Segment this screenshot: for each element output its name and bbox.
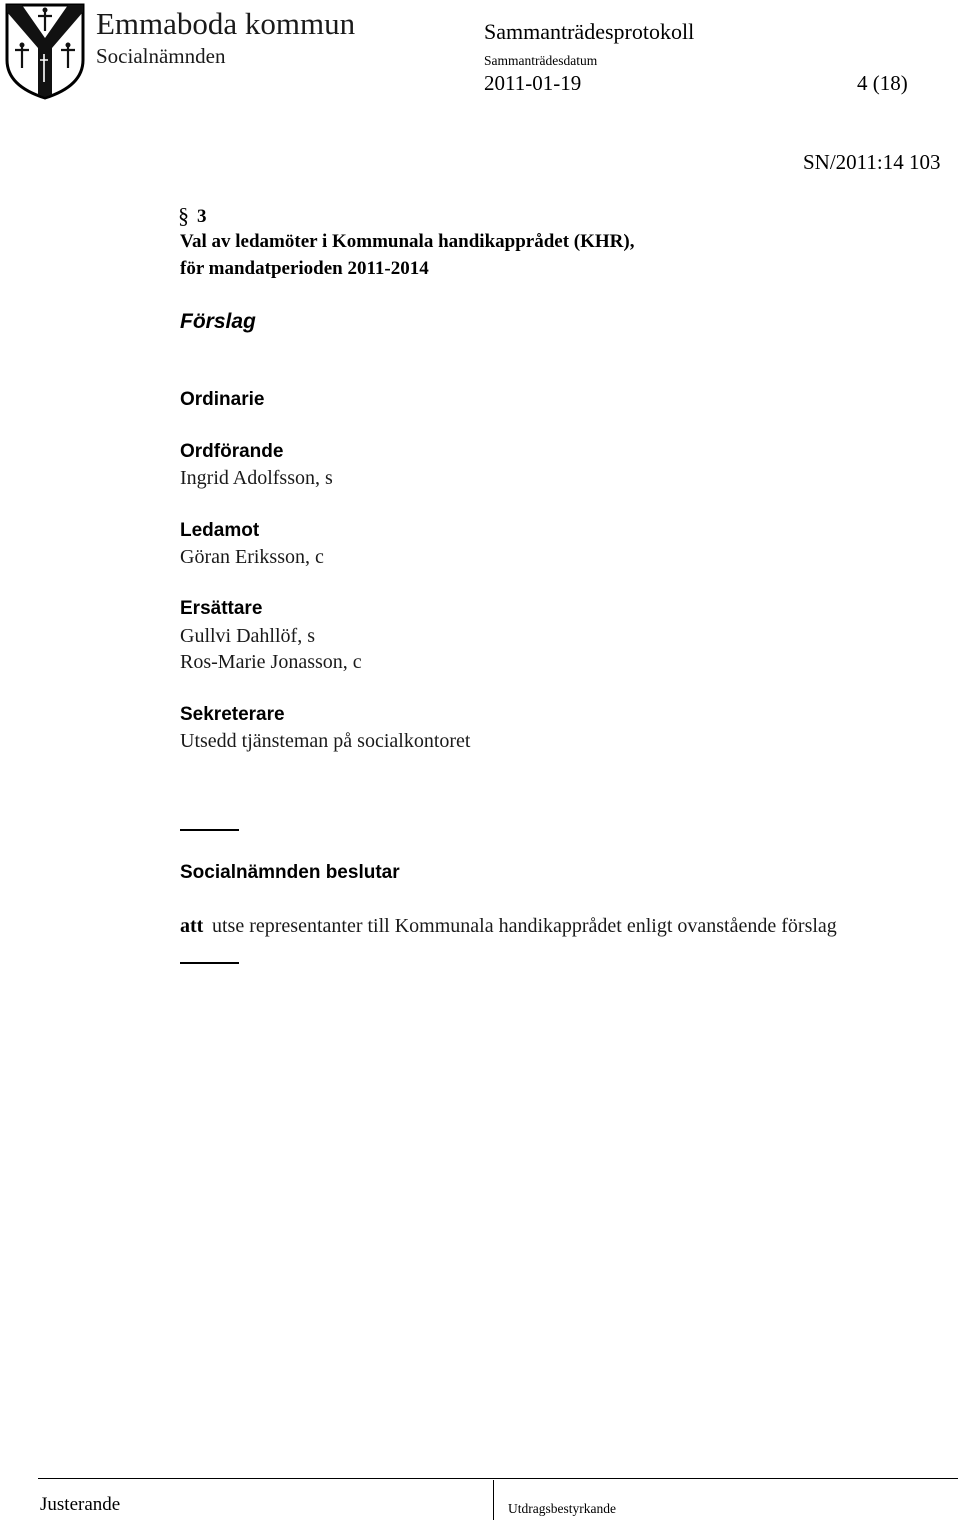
organization-name: Emmaboda kommun [96, 6, 356, 41]
section-number: 3 [197, 206, 207, 227]
section-sign: § [178, 203, 189, 228]
footer-justerande: Justerande [40, 1494, 121, 1515]
footer-divider [493, 1480, 494, 1520]
ordforande-name: Ingrid Adolfsson, s [180, 467, 333, 489]
meeting-date: 2011-01-19 [484, 71, 582, 95]
reference-number: SN/2011:14 103 [803, 150, 941, 174]
section-title-line-2: för mandatperioden 2011-2014 [180, 258, 429, 279]
ersattare-name: Gullvi Dahllöf, s [180, 625, 315, 647]
section-divider [180, 962, 239, 964]
ordinarie-heading: Ordinarie [180, 389, 265, 410]
document-type: Sammanträdesprotokoll [484, 19, 695, 44]
sekreterare-heading: Sekreterare [180, 704, 285, 725]
ledamot-heading: Ledamot [180, 520, 260, 541]
section-title-line-1: Val av ledamöter i Kommunala handikapprådet (KHR), [180, 231, 635, 252]
proposal-heading: Förslag [180, 310, 256, 333]
ordforande-heading: Ordförande [180, 441, 284, 462]
meeting-date-label: Sammanträdesdatum [484, 53, 598, 68]
footer-rule [38, 1478, 958, 1479]
decision-text: utse representanter till Kommunala handikapprådet enligt ovanstående förslag [212, 915, 837, 937]
page-number: 4 (18) [857, 71, 908, 95]
ersattare-heading: Ersättare [180, 598, 263, 619]
section-divider [180, 829, 239, 831]
ledamot-name: Göran Eriksson, c [180, 546, 324, 568]
emmaboda-coat-of-arms-icon [4, 2, 86, 100]
footer-utdragsbestyrkande: Utdragsbestyrkande [508, 1501, 616, 1516]
decision-att-keyword: att [180, 915, 204, 937]
ersattare-name: Ros-Marie Jonasson, c [180, 651, 362, 673]
decision-heading: Socialnämnden beslutar [180, 862, 400, 883]
sekreterare-text: Utsedd tjänsteman på socialkontoret [180, 730, 471, 752]
department-name: Socialnämnden [96, 44, 226, 68]
